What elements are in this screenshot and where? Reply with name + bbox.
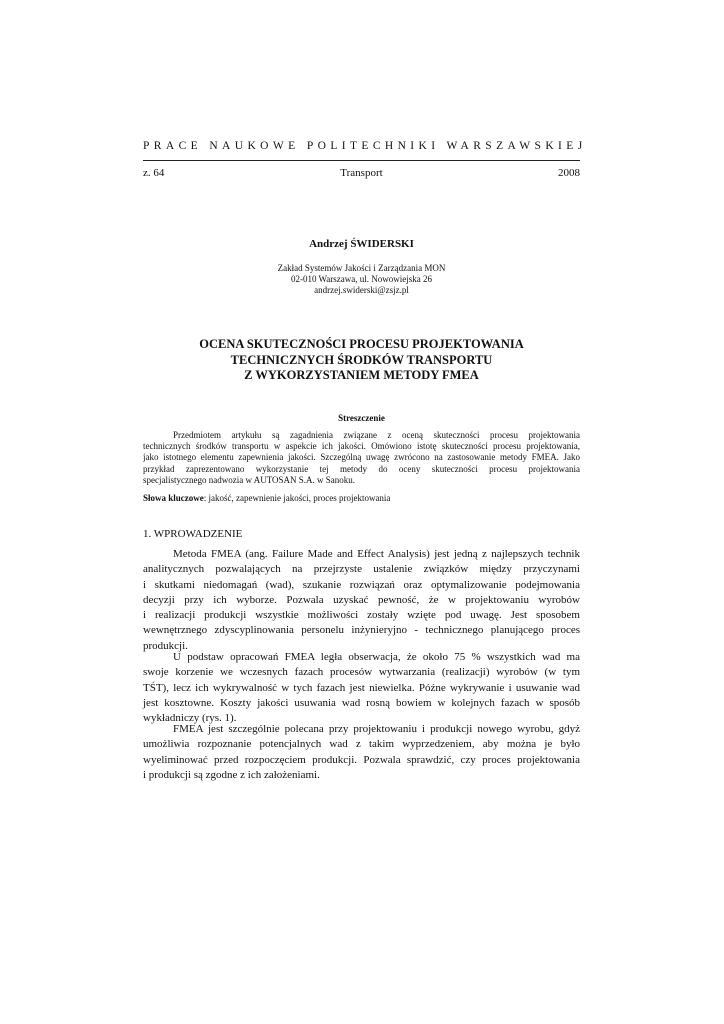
body-paragraph <box>143 547 580 654</box>
text-line: wyeliminować przed rozpoczęciem produkcji. Pozwala sprawdzić, czy proces projektowania <box>143 753 580 766</box>
text-line: TŚT), lecz ich wykrywalność w tych fazach jest niewielka. Późne wykrywanie i usuwanie wad <box>143 681 580 694</box>
text-line: wewnętrznego zdyscyplinowania personelu inżynieryjno - technicznego planującego proces <box>143 624 580 637</box>
publication-year: 2008 <box>558 167 580 179</box>
text-line: wykładniczy (rys. 1). <box>143 712 237 725</box>
keywords-list: : jakość, zapewnienie jakości, proces projektowania <box>203 493 391 503</box>
section-name: Transport <box>340 167 383 179</box>
abstract-line: technicznych środków transportu w aspekcie ich jakości. Omówiono istotę skuteczności procesu projektowania, <box>143 441 580 452</box>
abstract-text <box>143 430 580 486</box>
text-line: produkcji. <box>143 639 188 652</box>
text-line: U podstaw opracowań FMEA legła obserwacja, że około 75 % wszystkich wad ma <box>173 651 580 663</box>
text-line: analitycznych pozwalających na przejrzyste ustalenie związków między przyczynami <box>143 563 580 576</box>
text-line: i produkcji są zgodne z ich założeniami. <box>143 768 320 781</box>
title-line: OCENA SKUTECZNOŚCI PROCESU PROJEKTOWANIA <box>199 337 524 351</box>
body-paragraph <box>143 650 580 726</box>
section-heading: 1. WPROWADZENIE <box>143 528 243 540</box>
text-line: i realizacji produkcji wszystkie możliwości zostały wzięte pod uwagę. Jest sposobem <box>143 609 580 622</box>
author-affiliation <box>143 263 580 296</box>
abstract-heading: Streszczenie <box>338 413 385 423</box>
author-email: andrzej.swiderski@zsjz.pl <box>314 285 409 295</box>
text-line: jest kosztowne. Koszty jakości usuwania wad rosną bowiem w kolejnych fazach w sposób <box>143 696 580 709</box>
title-line: Z WYKORZYSTANIEM METODY FMEA <box>244 368 479 382</box>
text-line: umożliwia rozpoznanie potencjalnych wad z takim wyprzedzeniem, aby można je było <box>143 738 580 751</box>
author-name: Andrzej ŚWIDERSKI <box>309 238 414 250</box>
text-line: swoje korzenie we wczesnych fazach procesów wytwarzania (realizacji) wyrobów (w tym <box>143 666 580 679</box>
text-line: i skutkami niedomagań (wad), szukanie rozwiązań oraz optymalizowanie podejmowania <box>143 578 580 591</box>
keywords <box>143 493 580 503</box>
abstract-line: Przedmiotem artykułu są zagadnienia związane z oceną skuteczności procesu projektowania <box>173 430 580 440</box>
text-line: Metoda FMEA (ang. Failure Made and Effect Analysis) jest jedną z najlepszych technik <box>173 548 580 560</box>
header-rule <box>143 160 580 161</box>
issue-info <box>143 167 580 181</box>
keywords-label: Słowa kluczowe <box>143 493 204 503</box>
affiliation-line: Zakład Systemów Jakości i Zarządzania MON <box>277 263 446 273</box>
text-line: decyzji przy ich wyborze. Pozwala uzyskać pewność, że w projektowaniu wyrobów <box>143 593 580 606</box>
body-paragraph <box>143 722 580 783</box>
abstract-line: specjalistycznego nadwozia w AUTOSAN S.A. w Sanoku. <box>143 474 356 485</box>
text-line: FMEA jest szczególnie polecana przy projektowaniu i produkcji nowego wyrobu, gdyż <box>173 723 580 735</box>
title-line: TECHNICZNYCH ŚRODKÓW TRANSPORTU <box>230 352 493 367</box>
affiliation-line: 02-010 Warszawa, ul. Nowowiejska 26 <box>290 274 433 284</box>
abstract-line: przykład zaprezentowano wykorzystanie tej metody do oceny skuteczności procesu projektowania <box>143 463 580 474</box>
paper-title <box>143 337 580 384</box>
volume-number: z. 64 <box>143 167 165 179</box>
abstract-line: jako istotnego elementu zapewnienia jakości. Szczególną uwagę zwrócono na zastosowanie metody FMEA. Jako <box>143 452 580 463</box>
journal-name: PRACE NAUKOWE POLITECHNIKI WARSZAWSKIEJ <box>143 140 587 152</box>
